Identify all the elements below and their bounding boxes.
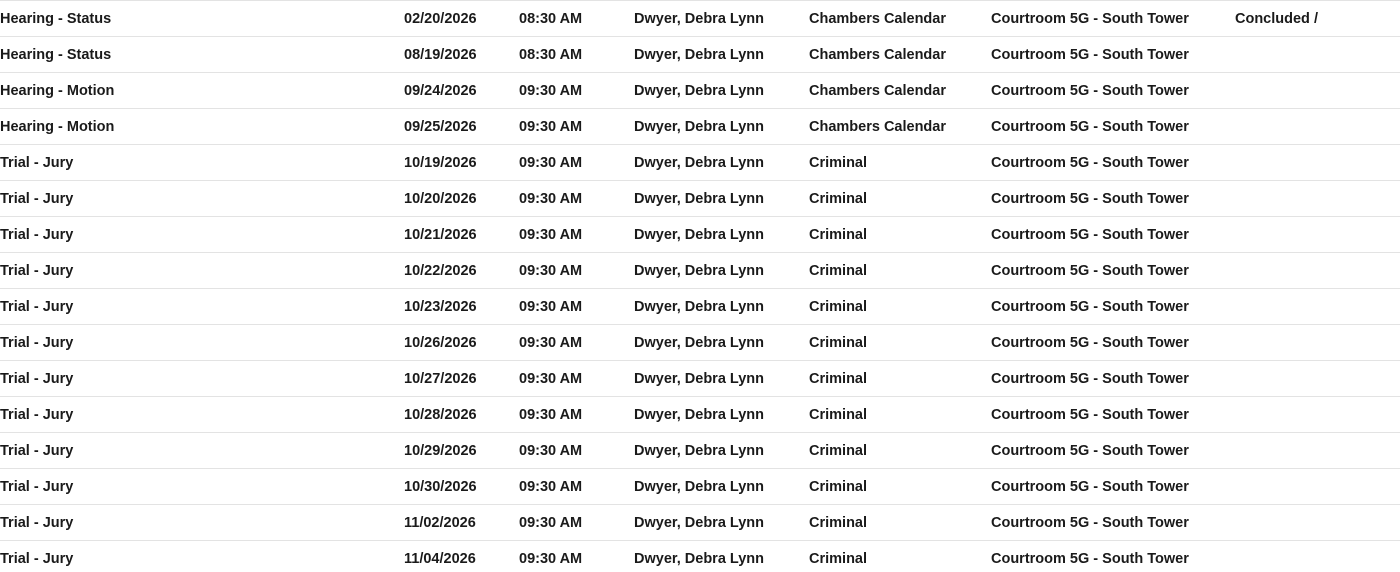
cell-time: 08:30 AM [519, 37, 634, 73]
cell-status: Concluded / [1235, 1, 1400, 37]
cell-location: Courtroom 5G - South Tower [991, 505, 1235, 541]
cell-division: Criminal [809, 325, 991, 361]
cell-judge: Dwyer, Debra Lynn [634, 541, 809, 572]
cell-division: Criminal [809, 397, 991, 433]
cell-event-type: Hearing - Motion [0, 109, 404, 145]
table-row[interactable] [0, 541, 1400, 572]
cell-event-type: Trial - Jury [0, 289, 404, 325]
cell-status [1235, 397, 1400, 433]
cell-division: Criminal [809, 253, 991, 289]
cell-location: Courtroom 5G - South Tower [991, 1, 1235, 37]
cell-judge: Dwyer, Debra Lynn [634, 181, 809, 217]
cell-judge: Dwyer, Debra Lynn [634, 109, 809, 145]
cell-time: 09:30 AM [519, 433, 634, 469]
cell-date: 10/30/2026 [404, 469, 519, 505]
cell-time: 09:30 AM [519, 73, 634, 109]
cell-division: Criminal [809, 181, 991, 217]
cell-status [1235, 541, 1400, 572]
cell-judge: Dwyer, Debra Lynn [634, 505, 809, 541]
cell-date: 08/19/2026 [404, 37, 519, 73]
cell-location: Courtroom 5G - South Tower [991, 397, 1235, 433]
cell-division: Criminal [809, 361, 991, 397]
cell-time: 09:30 AM [519, 289, 634, 325]
cell-judge: Dwyer, Debra Lynn [634, 145, 809, 181]
cell-location: Courtroom 5G - South Tower [991, 253, 1235, 289]
cell-location: Courtroom 5G - South Tower [991, 433, 1235, 469]
table-row[interactable] [0, 289, 1400, 325]
cell-date: 09/24/2026 [404, 73, 519, 109]
table-row[interactable] [0, 217, 1400, 253]
cell-date: 11/04/2026 [404, 541, 519, 572]
cell-date: 10/23/2026 [404, 289, 519, 325]
cell-judge: Dwyer, Debra Lynn [634, 325, 809, 361]
cell-date: 02/20/2026 [404, 1, 519, 37]
cell-judge: Dwyer, Debra Lynn [634, 73, 809, 109]
cell-location: Courtroom 5G - South Tower [991, 289, 1235, 325]
cell-time: 09:30 AM [519, 469, 634, 505]
cell-status [1235, 469, 1400, 505]
cell-date: 10/19/2026 [404, 145, 519, 181]
table-row[interactable] [0, 145, 1400, 181]
cell-event-type: Trial - Jury [0, 325, 404, 361]
cell-location: Courtroom 5G - South Tower [991, 73, 1235, 109]
cell-location: Courtroom 5G - South Tower [991, 37, 1235, 73]
cell-division: Criminal [809, 433, 991, 469]
cell-judge: Dwyer, Debra Lynn [634, 217, 809, 253]
cell-location: Courtroom 5G - South Tower [991, 217, 1235, 253]
cell-location: Courtroom 5G - South Tower [991, 469, 1235, 505]
table-row[interactable] [0, 73, 1400, 109]
cell-event-type: Trial - Jury [0, 181, 404, 217]
cell-time: 09:30 AM [519, 325, 634, 361]
cell-date: 10/22/2026 [404, 253, 519, 289]
cell-event-type: Trial - Jury [0, 541, 404, 572]
cell-judge: Dwyer, Debra Lynn [634, 361, 809, 397]
cell-event-type: Trial - Jury [0, 433, 404, 469]
cell-judge: Dwyer, Debra Lynn [634, 253, 809, 289]
cell-status [1235, 145, 1400, 181]
court-events-table-body [0, 1, 1400, 572]
cell-division: Chambers Calendar [809, 109, 991, 145]
table-row[interactable] [0, 1, 1400, 37]
cell-division: Criminal [809, 505, 991, 541]
table-row[interactable] [0, 469, 1400, 505]
cell-judge: Dwyer, Debra Lynn [634, 433, 809, 469]
cell-status [1235, 37, 1400, 73]
cell-status [1235, 217, 1400, 253]
table-row[interactable] [0, 109, 1400, 145]
cell-time: 09:30 AM [519, 181, 634, 217]
table-row[interactable] [0, 397, 1400, 433]
cell-time: 09:30 AM [519, 397, 634, 433]
cell-location: Courtroom 5G - South Tower [991, 541, 1235, 572]
cell-time: 09:30 AM [519, 145, 634, 181]
cell-status [1235, 361, 1400, 397]
cell-event-type: Trial - Jury [0, 469, 404, 505]
table-row[interactable] [0, 253, 1400, 289]
cell-time: 09:30 AM [519, 109, 634, 145]
cell-division: Criminal [809, 145, 991, 181]
cell-location: Courtroom 5G - South Tower [991, 109, 1235, 145]
cell-location: Courtroom 5G - South Tower [991, 181, 1235, 217]
cell-judge: Dwyer, Debra Lynn [634, 289, 809, 325]
cell-event-type: Trial - Jury [0, 505, 404, 541]
cell-division: Criminal [809, 469, 991, 505]
cell-time: 08:30 AM [519, 1, 634, 37]
cell-division: Chambers Calendar [809, 1, 991, 37]
cell-status [1235, 505, 1400, 541]
cell-event-type: Trial - Jury [0, 253, 404, 289]
table-row[interactable] [0, 37, 1400, 73]
cell-time: 09:30 AM [519, 361, 634, 397]
cell-location: Courtroom 5G - South Tower [991, 145, 1235, 181]
table-row[interactable] [0, 325, 1400, 361]
cell-date: 10/28/2026 [404, 397, 519, 433]
cell-division: Chambers Calendar [809, 73, 991, 109]
table-row[interactable] [0, 433, 1400, 469]
cell-date: 10/21/2026 [404, 217, 519, 253]
cell-status [1235, 73, 1400, 109]
cell-status [1235, 289, 1400, 325]
cell-location: Courtroom 5G - South Tower [991, 325, 1235, 361]
cell-time: 09:30 AM [519, 217, 634, 253]
cell-status [1235, 109, 1400, 145]
cell-time: 09:30 AM [519, 505, 634, 541]
table-row[interactable] [0, 361, 1400, 397]
table-row[interactable] [0, 505, 1400, 541]
cell-status [1235, 181, 1400, 217]
cell-date: 11/02/2026 [404, 505, 519, 541]
cell-judge: Dwyer, Debra Lynn [634, 397, 809, 433]
cell-division: Criminal [809, 541, 991, 572]
table-row[interactable] [0, 181, 1400, 217]
cell-date: 10/29/2026 [404, 433, 519, 469]
cell-date: 10/27/2026 [404, 361, 519, 397]
cell-status [1235, 433, 1400, 469]
cell-event-type: Trial - Jury [0, 217, 404, 253]
cell-judge: Dwyer, Debra Lynn [634, 37, 809, 73]
cell-time: 09:30 AM [519, 541, 634, 572]
cell-judge: Dwyer, Debra Lynn [634, 469, 809, 505]
cell-location: Courtroom 5G - South Tower [991, 361, 1235, 397]
cell-status [1235, 325, 1400, 361]
cell-event-type: Trial - Jury [0, 361, 404, 397]
cell-division: Criminal [809, 289, 991, 325]
cell-date: 10/20/2026 [404, 181, 519, 217]
cell-judge: Dwyer, Debra Lynn [634, 1, 809, 37]
cell-date: 09/25/2026 [404, 109, 519, 145]
cell-event-type: Hearing - Status [0, 37, 404, 73]
cell-status [1235, 253, 1400, 289]
cell-division: Chambers Calendar [809, 37, 991, 73]
cell-event-type: Hearing - Status [0, 1, 404, 37]
cell-division: Criminal [809, 217, 991, 253]
cell-time: 09:30 AM [519, 253, 634, 289]
cell-event-type: Hearing - Motion [0, 73, 404, 109]
cell-event-type: Trial - Jury [0, 145, 404, 181]
cell-event-type: Trial - Jury [0, 397, 404, 433]
cell-date: 10/26/2026 [404, 325, 519, 361]
